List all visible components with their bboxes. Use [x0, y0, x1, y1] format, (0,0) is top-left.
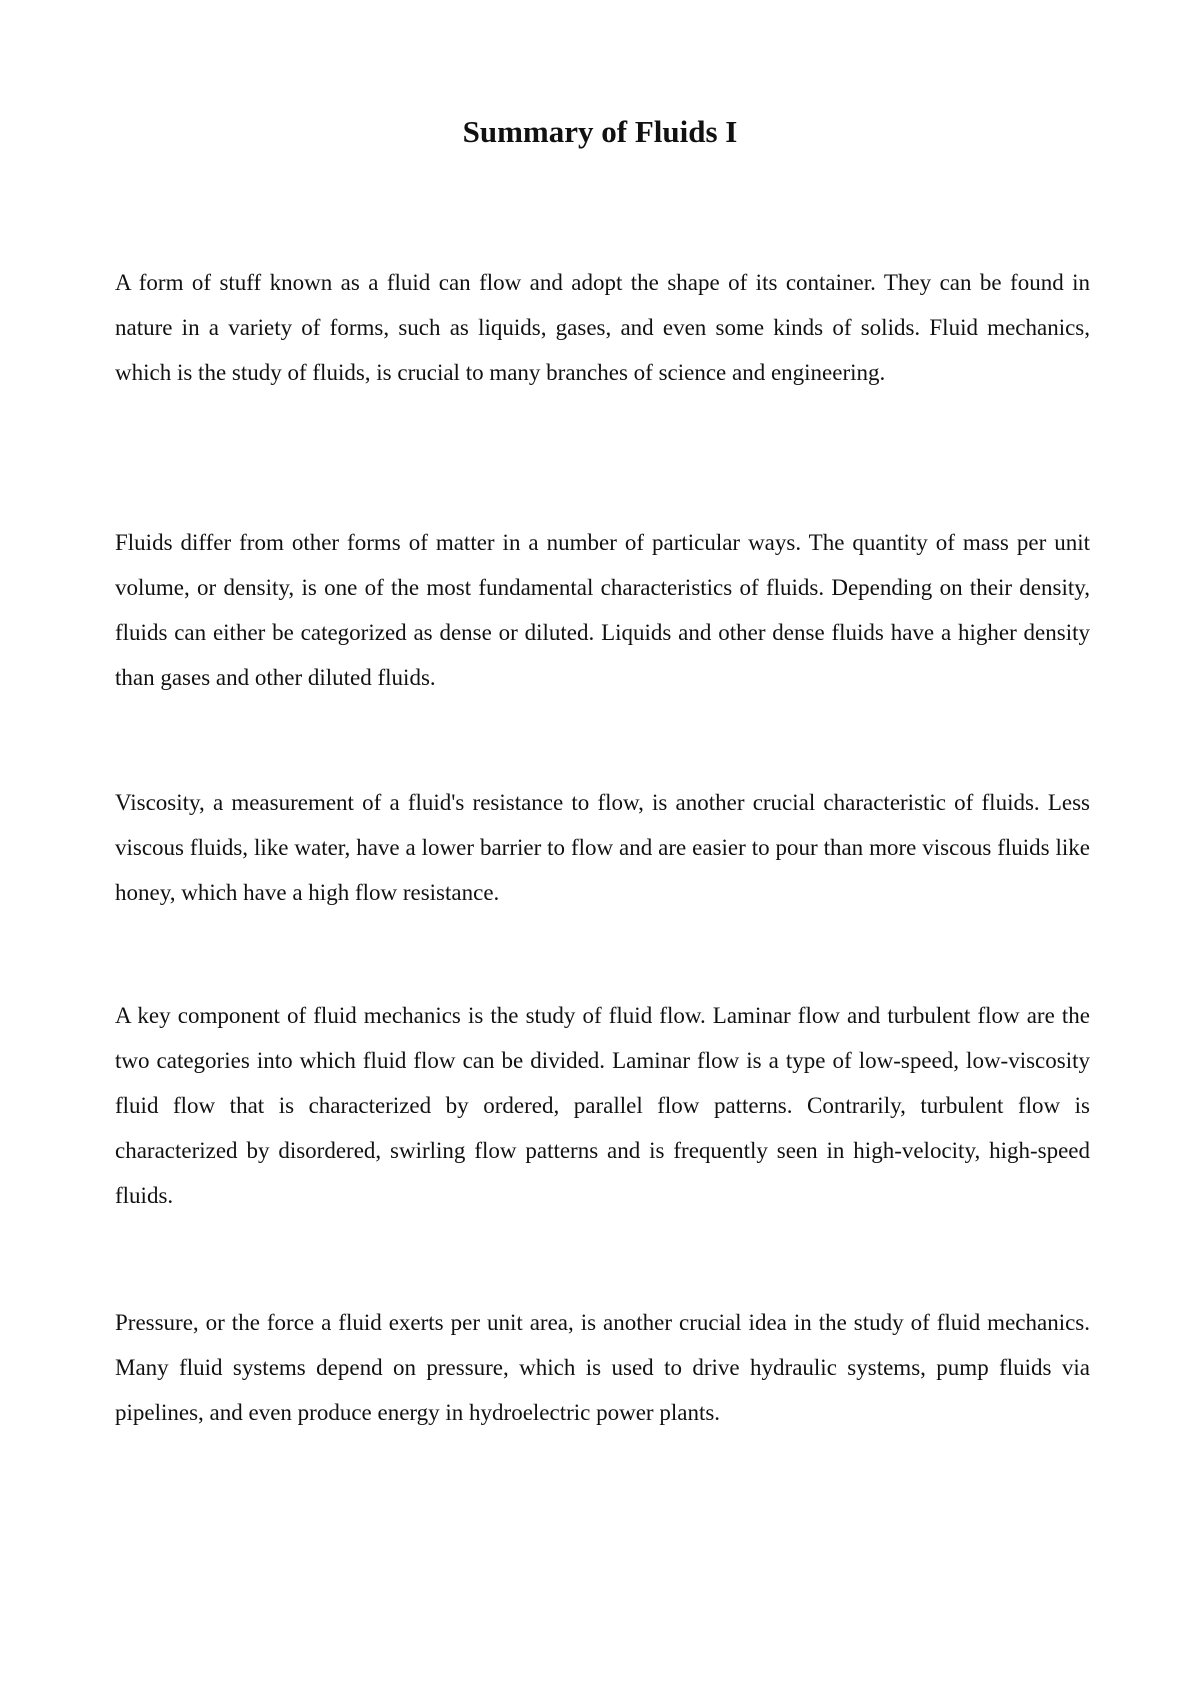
paragraph-fluid-definition: A form of stuff known as a fluid can flow and adopt the shape of its container. They can be found in nature in a variety of forms, such as liquids, gases, and even some kinds of solids. Fluid mechanics, which is the study of fluids, is crucial to many branches of science and engineering. [115, 270, 1090, 385]
paragraph-fluid-flow: A key component of fluid mechanics is the study of fluid flow. Laminar flow and turbulent flow are the two categories into which fluid flow can be divided. Laminar flow is a type of low-speed, low-viscosity fluid flow that is characterized by ordered, parallel flow patterns. Contrarily, turbulent flow is characterized by disordered, swirling flow patterns and is frequently seen in high-velocity, high-speed fluids. [115, 1003, 1090, 1208]
page-title: Summary of Fluids I [462, 114, 738, 149]
paragraph-pressure: Pressure, or the force a fluid exerts per unit area, is another crucial idea in the study of fluid mechanics. Many fluid systems depend on pressure, which is used to drive hydraulic systems, pump fluids via pipelines, and even produce energy in hydroelectric power plants. [115, 1310, 1090, 1425]
paragraph-density: Fluids differ from other forms of matter in a number of particular ways. The quantity of mass per unit volume, or density, is one of the most fundamental characteristics of fluids. Depending on their density, fluids can either be categorized as dense or diluted. Liquids and other dense fluids have a higher density than gases and other diluted fluids. [115, 530, 1090, 690]
paragraph-viscosity: Viscosity, a measurement of a fluid's resistance to flow, is another crucial characteristic of fluids. Less viscous fluids, like water, have a lower barrier to flow and are easier to pour than more viscous fluids like honey, which have a high flow resistance. [115, 790, 1090, 905]
